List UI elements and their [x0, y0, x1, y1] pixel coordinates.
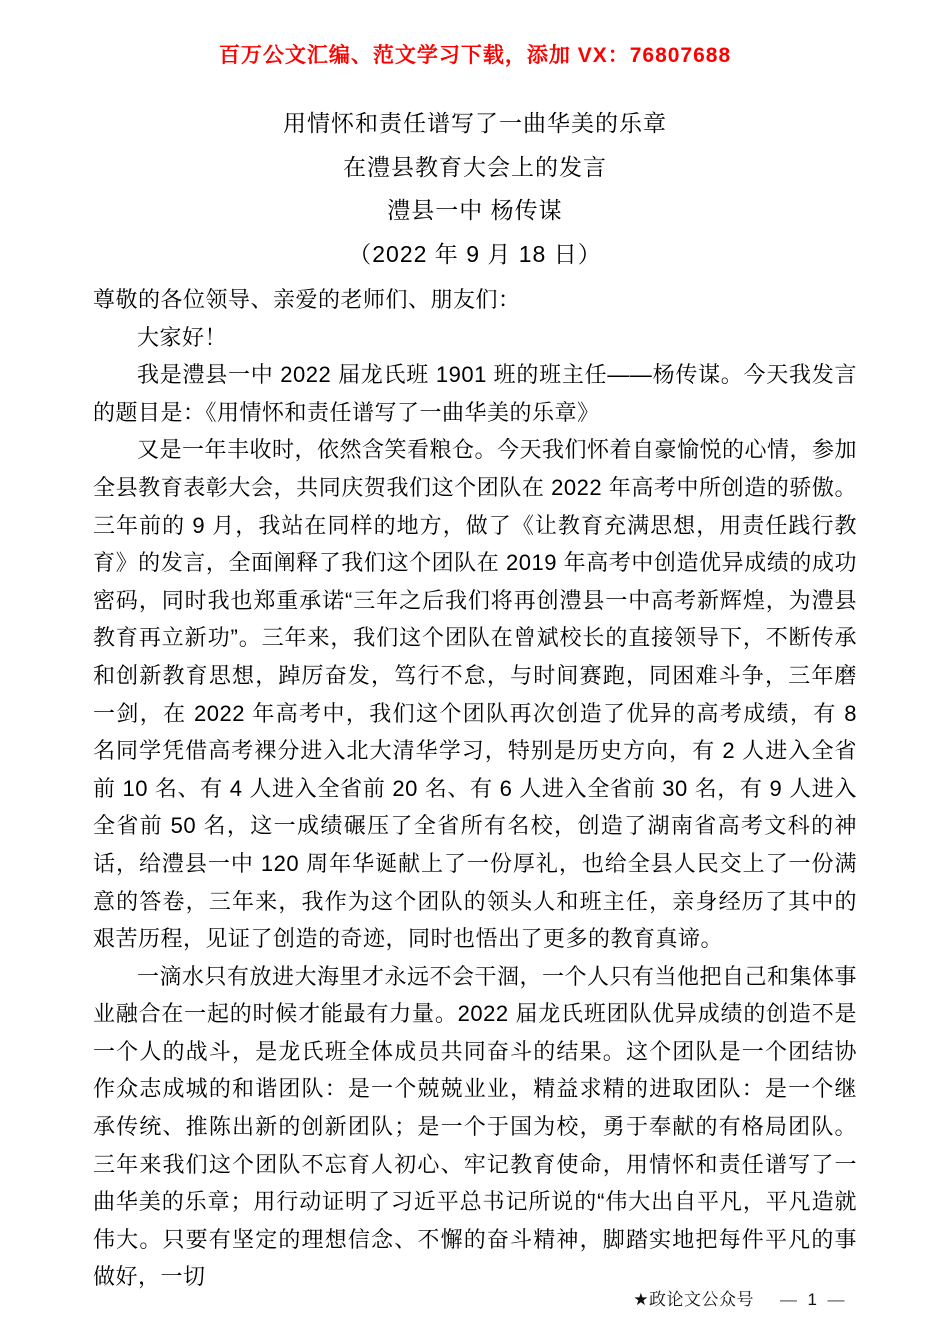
- author-line: 澧县一中 杨传谋: [387, 197, 563, 223]
- intro-paragraph: 我是澧县一中 2022 届龙氏班 1901 班的班主任——杨传谋。今天我发言的题目是：《用情怀和责任谱写了一曲华美的乐章》: [93, 362, 857, 425]
- greeting-paragraph: 大家好！: [137, 324, 228, 350]
- date-line: （2022 年 9 月 18 日）: [348, 240, 602, 267]
- team-paragraph: 一滴水只有放进大海里才永远不会干涸，一个人只有当他把自己和集体事业融合在一起的时候才能最有力量。2022 届龙氏班团队优异成绩的创造不是一个人的战斗，是龙氏班全体成员共同奋斗的结果。这个团队是一个团结协作众志成城的和谐团队：是一个兢兢业业，精益求精的进取团队：是一个继承传统、推陈出新的创新团队；是一个于国为校，勇于奉献的有格局团队。三年来我们这个团队不忘育人初心、牢记教育使命，用情怀和责任谱写了一曲华美的乐章；用行动证明了习近平总书记所说的“伟大出自平凡，平凡造就伟大。只要有坚定的理想信念、不懈的奋斗精神，脚踏实地把每件平凡的事做好，一切: [93, 963, 858, 1290]
- page-number-dash-right: —: [827, 1290, 845, 1309]
- promo-notice: 百万公文汇编、范文学习下载，添加 VX：76807688: [218, 44, 732, 67]
- page-number-dash-left: —: [780, 1290, 798, 1309]
- page-number: 1: [807, 1290, 818, 1309]
- title-block: [0, 102, 950, 276]
- salutation-paragraph: 尊敬的各位领导、亲爱的老师们、朋友们：: [93, 287, 521, 312]
- document-body: [0, 281, 950, 1296]
- page-footer: [633, 1285, 855, 1310]
- document-title: 用情怀和责任谱写了一曲华美的乐章: [283, 110, 667, 136]
- footer-channel-label: ★政论文公众号: [633, 1290, 755, 1309]
- document-subtitle: 在澧县教育大会上的发言: [343, 153, 607, 180]
- achievements-paragraph: 又是一年丰收时，依然含笑看粮仓。今天我们怀着自豪愉悦的心情，参加全县教育表彰大会，共同庆贺我们这个团队在 2022 年高考中所创造的骄傲。三年前的 9 月，我站在同样的地方，做了《让教育充满思想，用责任践行教育》的发言，全面阐释了我们这个团队在 2019 年高考中创造优异成绩的成功密码，同时我也郑重承诺“三年之后我们将再创澧县一中高考新辉煌，为澧县教育再立新功”。三年来，我们这个团队在曾斌校长的直接领导下，不断传承和创新教育思想，踔厉奋发，笃行不怠，与时间赛跑，同困难斗争，三年磨一剑，在 2022 年高考中，我们这个团队再次创造了优异的高考成绩，有 8 名同学凭借高考裸分进入北大清华学习，特别是历史方向，有 2 人进入全省前 10 名、有 4 人进入全省前 20 名、有 6 人进入全省前 30 名，有 9 人进入全省前 50 名，这一成绩碾压了全省所有名校，创造了湖南省高考文科的神话，给澧县一中 120 周年华诞献上了一份厚礼，也给全县人民交上了一份满意的答卷，三年来，我作为这个团队的领头人和班主任，亲身经历了其中的艰苦历程，见证了创造的奇迹，同时也悟出了更多的教育真谛。: [93, 437, 858, 952]
